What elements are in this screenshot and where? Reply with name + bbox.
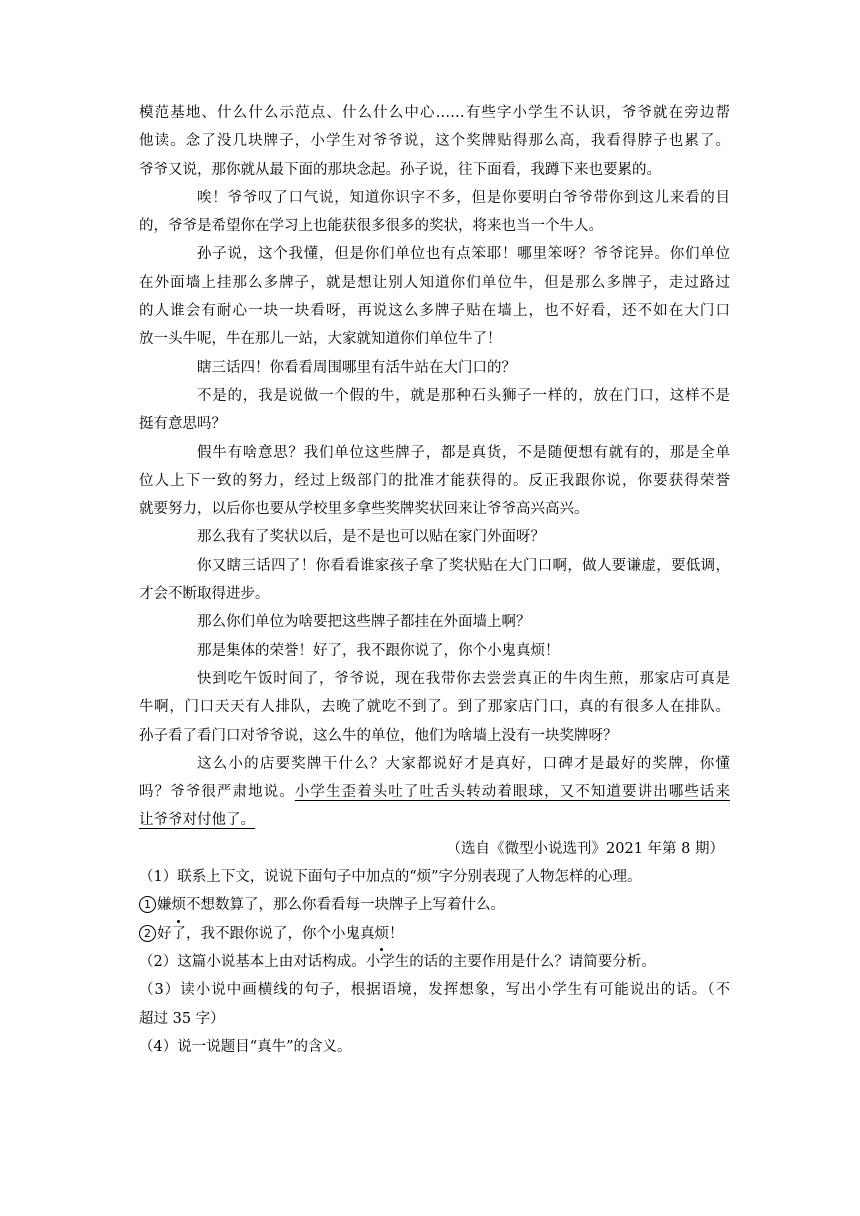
story-line: 瞎三话四！你看看周围哪里有活牛站在大门口的？ xyxy=(197,359,516,376)
question-3: （3）读小说中画横线的句子，根据语境，发挥想象，写出小学生有可能说出的话。（不 xyxy=(139,982,730,999)
story-line: 的人谁会有耐心一块一块看呀，再说这么多牌子贴在墙上，也不好看，还不如在大门口 xyxy=(139,303,730,320)
story-line: 才会不断取得进步。 xyxy=(139,586,270,603)
story-line: 那么你们单位为啥要把这些牌子都挂在外面墙上啊？ xyxy=(197,614,531,631)
item-text: 嫌 xyxy=(157,897,172,914)
story-line: 孙子看了看门口对爷爷说，这么牛的单位，他们为啥墙上没有一块奖牌呀？ xyxy=(139,727,618,744)
story-text: 吗？爷爷很严肃地说。 xyxy=(139,784,295,801)
story-line: 在外面墙上挂那么多牌子，就是想让别人知道你们单位牛，但是那么多牌子，走过路过 xyxy=(139,274,730,291)
emphasis-dot-char: 烦 xyxy=(375,920,390,948)
question-1-item-a xyxy=(139,891,730,919)
item-text: ！ xyxy=(389,925,404,942)
story-line: 位人上下一致的努力，经过上级部门的批准才能获得的。反正我跟你说，你要获得荣誉 xyxy=(139,472,730,489)
story-line: 爷爷又说，那你就从最下面的那块念起。孙子说，往下面看，我蹲下来也要累的。 xyxy=(139,161,661,178)
story-line: 牛啊，门口天天有人排队，去晚了就吃不到了。到了那家店门口，真的有很多人在排队。 xyxy=(139,699,730,716)
story-line: 他读。念了没几块牌子，小学生对爷爷说，这个奖牌贴得那么高，我看得脖子也累了。 xyxy=(139,133,730,150)
story-line: 那么我有了奖状以后，是不是也可以贴在家门外面呀？ xyxy=(197,529,545,546)
question-2: （2）这篇小说基本上由对话构成。小学生的话的主要作用是什么？请简要分析。 xyxy=(139,953,656,970)
underlined-sentence: 小学生歪着头吐了吐舌头转动着眼球，又不知道要讲出哪些话来 xyxy=(294,784,730,801)
story-line: 的，爷爷是希望你在学习上也能获很多很多的奖状，将来也当一个牛人。 xyxy=(139,218,603,235)
story-line: 模范基地、什么什么示范点、什么什么中心……有些字小学生不认识，爷爷就在旁边帮 xyxy=(139,105,730,121)
story-line: 挺有意思吗？ xyxy=(139,416,226,433)
emphasis-dot-char: 烦 xyxy=(172,891,187,919)
story-line: 你又瞎三话四了！你看看谁家孩子拿了奖状贴在大门口啊，做人要谦虚，要低调， xyxy=(197,557,730,574)
story-line: 那是集体的荣誉！好了，我不跟你说了，你个小鬼真烦！ xyxy=(197,642,560,659)
question-1: （1）联系上下文，说说下面句子中加点的“烦”字分别表现了人物怎样的心理。 xyxy=(139,869,642,886)
underlined-sentence-end: 让爷爷对付他了。 xyxy=(139,812,255,829)
story-line: 唉！爷爷叹了口气说，知道你识字不多，但是你要明白爷爷带你到这儿来看的目 xyxy=(197,189,730,206)
story-line: 这么小的店要奖牌干什么？大家都说好才是真好，口碑才是最好的奖牌，你懂 xyxy=(197,755,730,772)
question-3-cont: 超过 35 字） xyxy=(139,1010,225,1027)
story-line: 不是的，我是说做一个假的牛，就是那种石头狮子一样的，放在门口，这样不是 xyxy=(197,387,730,404)
story-line: 孙子说，这个我懂，但是你们单位也有点笨耶！哪里笨呀？爷爷诧异。你们单位 xyxy=(197,246,730,263)
story-line xyxy=(139,778,730,806)
circled-number-icon: 2 xyxy=(139,925,156,942)
question-1-item-b xyxy=(139,920,730,948)
question-4: （4）说一说题目“真牛”的含义。 xyxy=(139,1038,352,1055)
story-line: 快到吃午饭时间了，爷爷说，现在我带你去尝尝真正的牛肉生煎，那家店可真是 xyxy=(197,670,730,687)
source-citation: （选自《微型小说选刊》2021 年第 8 期） xyxy=(446,840,724,857)
item-text: 好了，我不跟你说了，你个小鬼真 xyxy=(157,925,375,942)
story-line: 就要努力，以后你也要从学校里多拿些奖牌奖状回来让爷爷高兴高兴。 xyxy=(139,501,589,518)
story-line: 放一头牛呢，牛在那儿一站，大家就知道你们单位牛了！ xyxy=(139,331,502,348)
story-line: 假牛有啥意思？我们单位这些牌子，都是真货，不是随便想有就有的，那是全单 xyxy=(197,444,730,461)
circled-number-icon: 1 xyxy=(139,896,156,913)
item-text: 不想数算了，那么你看看每一块牌子上写着什么。 xyxy=(186,897,505,914)
story-line xyxy=(139,806,730,834)
document-page xyxy=(139,99,730,1061)
